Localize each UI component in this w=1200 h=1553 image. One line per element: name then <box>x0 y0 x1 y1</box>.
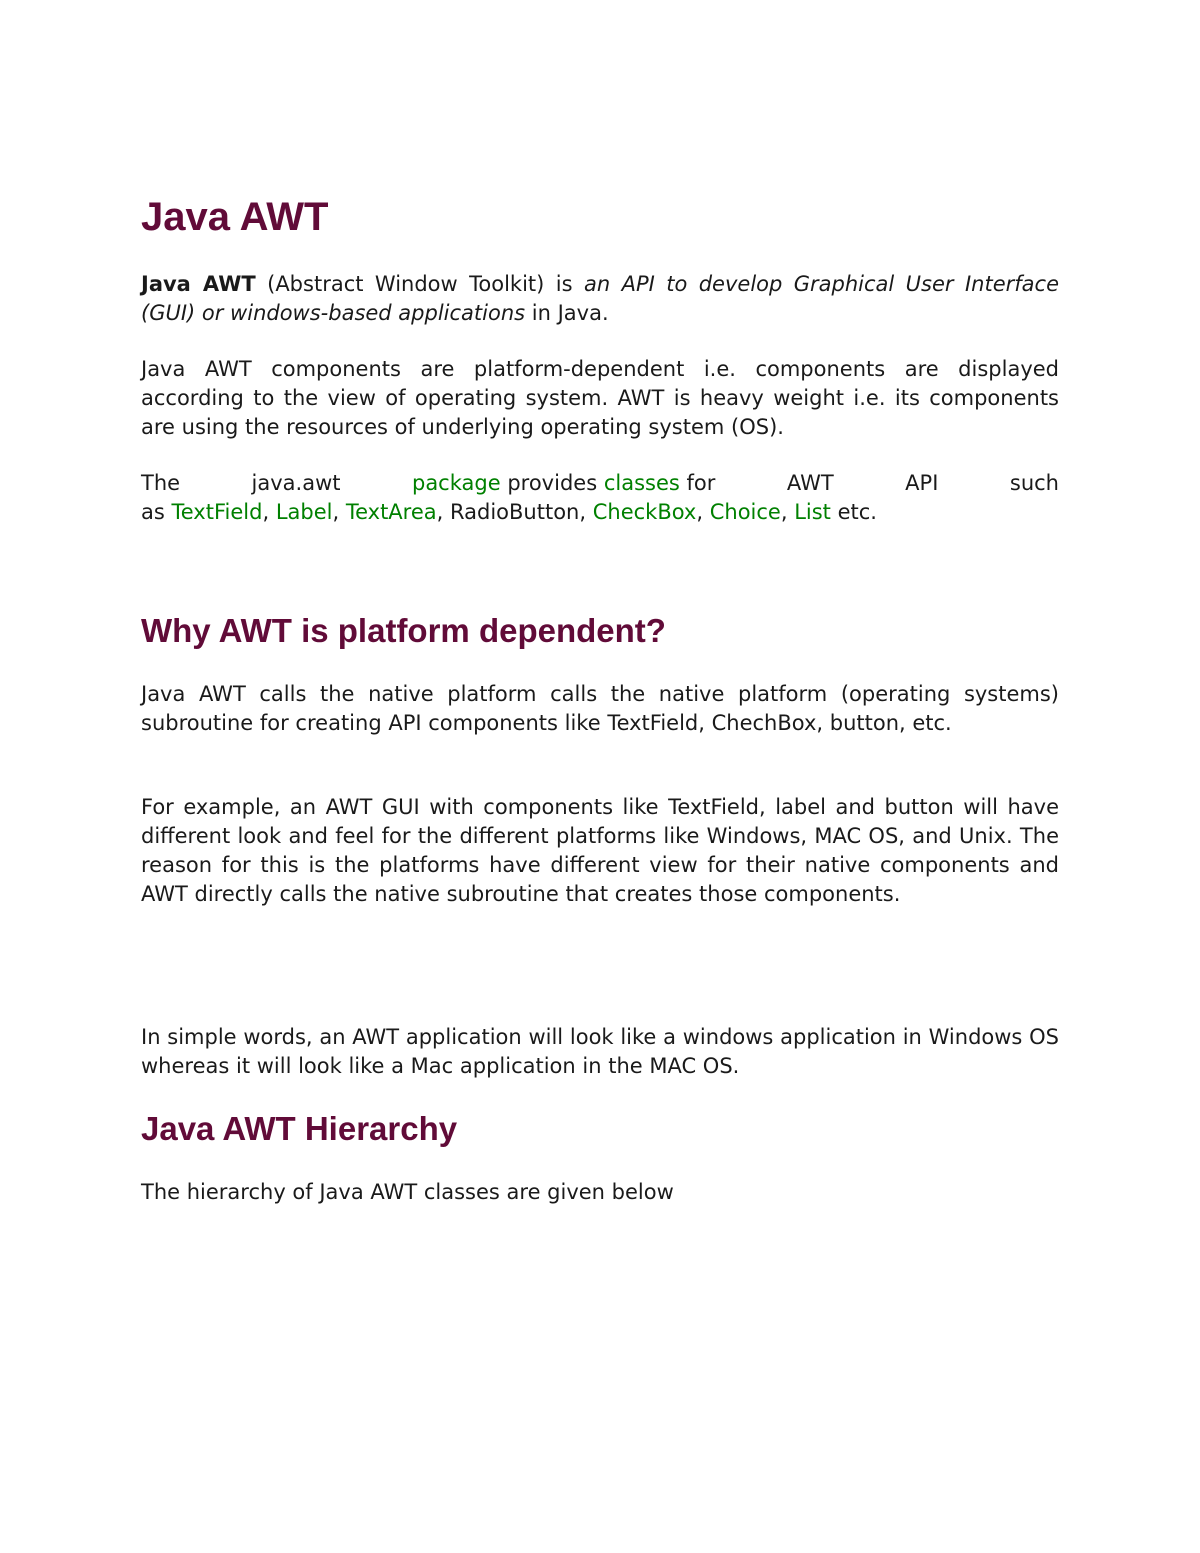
separator: , <box>780 500 795 524</box>
page-title: Java AWT <box>141 195 329 239</box>
separator: , <box>262 500 276 524</box>
package-paragraph <box>141 469 1059 527</box>
package-line-1 <box>141 469 1059 498</box>
package-word: such <box>1009 471 1059 495</box>
link-package[interactable]: package <box>411 471 501 495</box>
package-line-2 <box>141 498 1059 527</box>
intro-tail: in Java. <box>525 301 609 325</box>
link-list[interactable]: List <box>794 500 831 524</box>
package-word: AWT <box>786 471 834 495</box>
separator: , <box>332 500 346 524</box>
package-word: provides <box>507 471 598 495</box>
package-end: etc. <box>830 500 877 524</box>
intro-emphasis: an API to develop Graphical User Interface (GUI) or windows-based applications <box>141 272 1059 325</box>
intro-term: Java AWT <box>141 272 256 296</box>
link-textfield[interactable]: TextField <box>171 500 263 524</box>
link-textarea[interactable]: TextArea <box>345 500 437 524</box>
intro-paren: (Abstract Window Toolkit) is <box>255 272 584 296</box>
link-checkbox[interactable]: CheckBox <box>592 500 697 524</box>
link-choice[interactable]: Choice <box>709 500 781 524</box>
link-classes[interactable]: classes <box>603 471 680 495</box>
separator: , <box>696 500 710 524</box>
intro-paragraph <box>141 270 1059 328</box>
section-heading-why: Why AWT is platform dependent? <box>141 612 666 649</box>
native-paragraph: Java AWT calls the native platform calls the native platform (operating systems) subroutine for creating API components like TextField, ChechBox, button, etc. <box>141 682 1059 735</box>
hierarchy-paragraph: The hierarchy of Java AWT classes are given below <box>141 1180 674 1204</box>
separator: , <box>579 500 593 524</box>
section-heading-hierarchy: Java AWT Hierarchy <box>141 1110 458 1147</box>
package-word: RadioButton <box>450 500 580 524</box>
components-paragraph: Java AWT components are platform-dependent i.e. components are displayed according to the view of operating system. AWT is heavy weight i.e. its components are using the resources of underlying operating system (OS). <box>141 357 1059 439</box>
package-word: The <box>141 471 181 495</box>
separator: , <box>436 500 450 524</box>
package-word: java.awt <box>251 471 341 495</box>
package-word: for <box>686 471 716 495</box>
package-word: as <box>141 500 172 524</box>
simple-paragraph: In simple words, an AWT application will look like a windows application in Windows OS whereas it will look like a Mac application in the MAC OS. <box>141 1025 1059 1078</box>
package-word: API <box>905 471 939 495</box>
link-label[interactable]: Label <box>275 500 333 524</box>
document-page <box>141 0 1059 1553</box>
example-paragraph: For example, an AWT GUI with components like TextField, label and button will have different look and feel for the different platforms like Windows, MAC OS, and Unix. The reason for this is the platforms have different view for their native components and AWT directly calls the native subroutine that creates those components. <box>141 795 1059 906</box>
